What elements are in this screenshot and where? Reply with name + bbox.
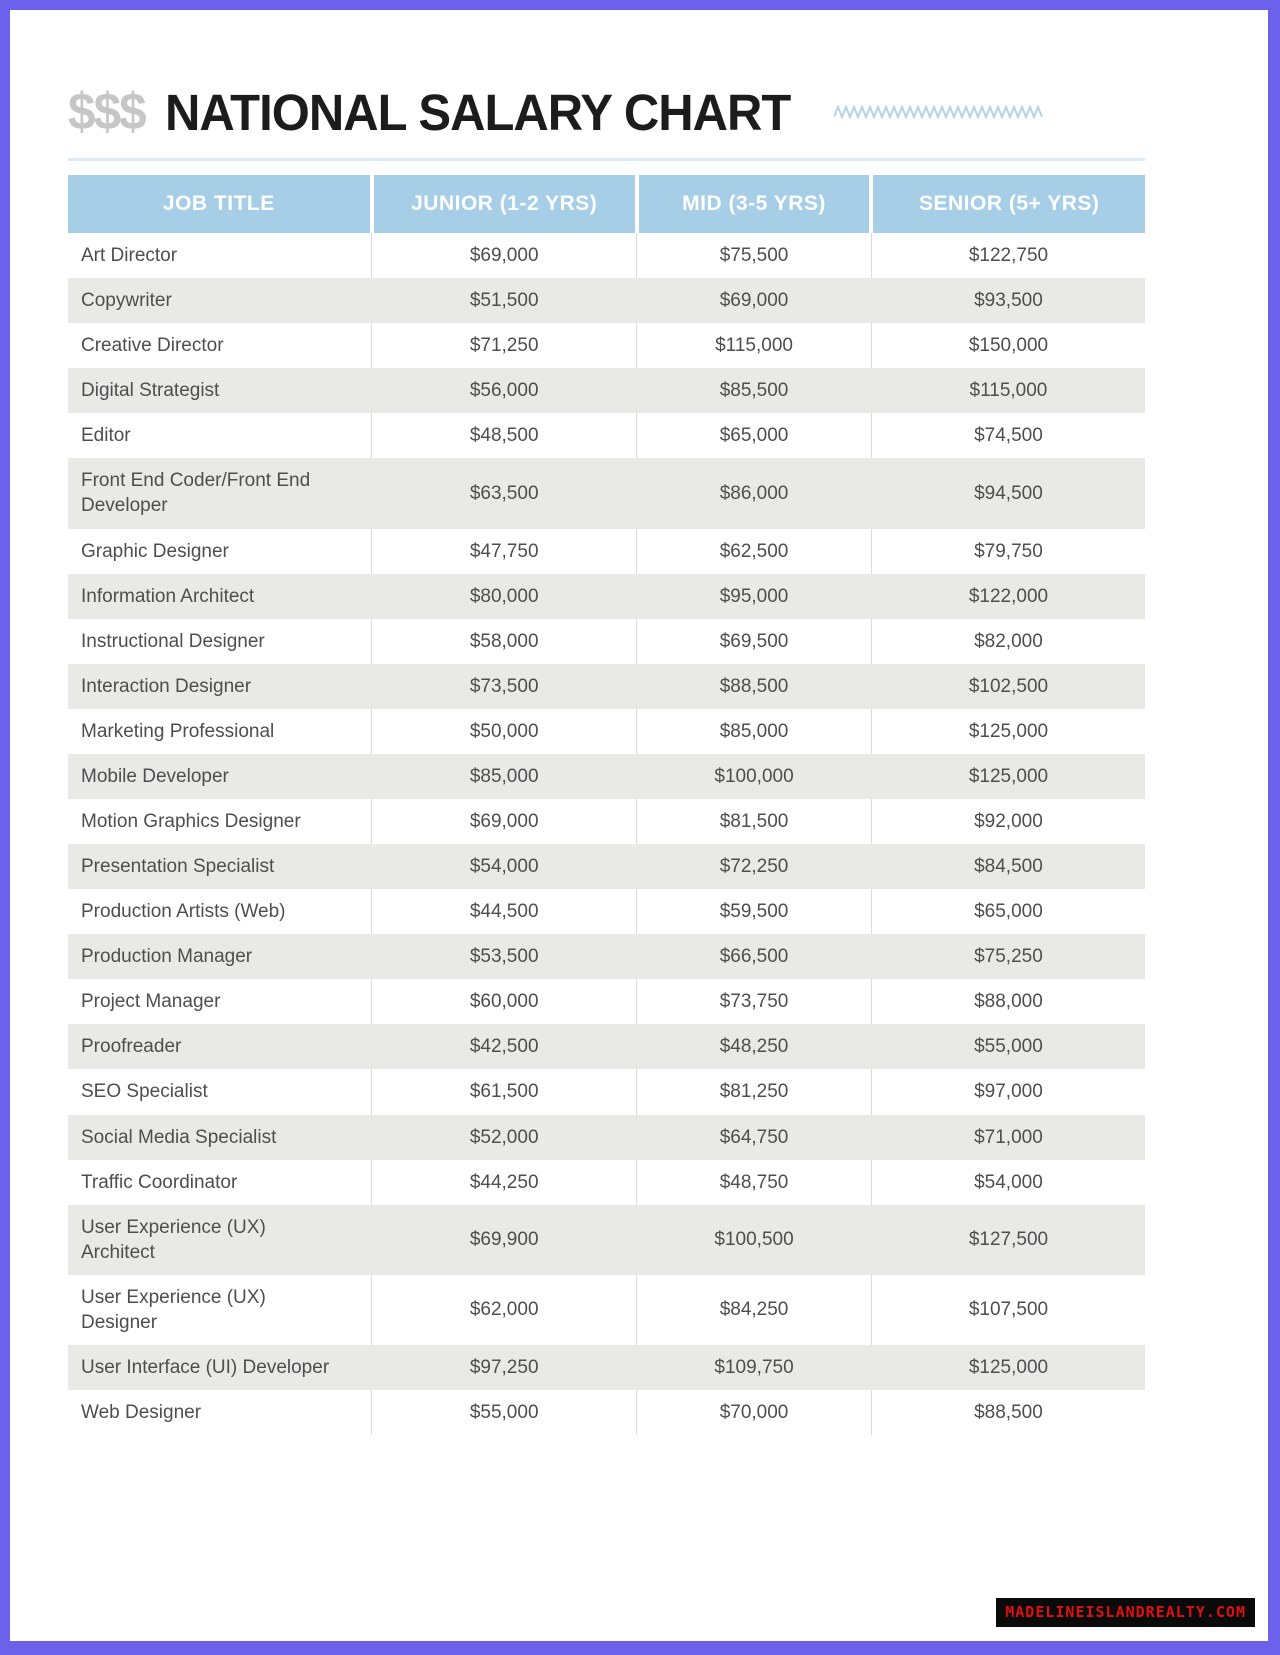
job-title-cell: Motion Graphics Designer [68, 799, 372, 844]
table-row [68, 844, 1145, 889]
table-row [68, 889, 1145, 934]
junior-salary-cell: $69,900 [372, 1205, 637, 1275]
senior-salary-cell: $125,000 [871, 1345, 1145, 1390]
senior-salary-cell: $71,000 [871, 1115, 1145, 1160]
title-block [68, 82, 1148, 142]
job-title-cell: Presentation Specialist [68, 844, 372, 889]
job-title-cell: Editor [68, 413, 372, 458]
senior-salary-cell: $79,750 [871, 529, 1145, 574]
table-row [68, 574, 1145, 619]
junior-salary-cell: $42,500 [372, 1024, 637, 1069]
junior-salary-cell: $53,500 [372, 934, 637, 979]
table-row [68, 1275, 1145, 1345]
table-row [68, 458, 1145, 528]
senior-salary-cell: $125,000 [871, 754, 1145, 799]
mid-salary-cell: $115,000 [637, 323, 872, 368]
mid-salary-cell: $100,500 [637, 1205, 872, 1275]
job-title-cell: Copywriter [68, 278, 372, 323]
header-row [68, 175, 1145, 233]
table-row [68, 1115, 1145, 1160]
junior-salary-cell: $60,000 [372, 979, 637, 1024]
senior-salary-cell: $125,000 [871, 709, 1145, 754]
table-row [68, 368, 1145, 413]
junior-salary-cell: $73,500 [372, 664, 637, 709]
junior-salary-cell: $47,750 [372, 529, 637, 574]
job-title-cell: User Interface (UI) Developer [68, 1345, 372, 1390]
job-title-cell: Art Director [68, 233, 372, 278]
junior-salary-cell: $44,500 [372, 889, 637, 934]
table-row [68, 709, 1145, 754]
job-title-cell: Digital Strategist [68, 368, 372, 413]
job-title-cell: Graphic Designer [68, 529, 372, 574]
senior-salary-cell: $55,000 [871, 1024, 1145, 1069]
mid-salary-cell: $75,500 [637, 233, 872, 278]
mid-salary-cell: $109,750 [637, 1345, 872, 1390]
senior-salary-cell: $92,000 [871, 799, 1145, 844]
junior-salary-cell: $50,000 [372, 709, 637, 754]
mid-salary-cell: $85,000 [637, 709, 872, 754]
junior-salary-cell: $55,000 [372, 1390, 637, 1435]
page-content [10, 10, 1268, 1641]
senior-salary-cell: $84,500 [871, 844, 1145, 889]
accent-line [68, 158, 1145, 161]
job-title-cell: Traffic Coordinator [68, 1160, 372, 1205]
junior-salary-cell: $80,000 [372, 574, 637, 619]
senior-salary-cell: $88,500 [871, 1390, 1145, 1435]
senior-salary-cell: $150,000 [871, 323, 1145, 368]
junior-salary-cell: $63,500 [372, 458, 637, 528]
senior-salary-cell: $93,500 [871, 278, 1145, 323]
mid-salary-cell: $100,000 [637, 754, 872, 799]
junior-salary-cell: $54,000 [372, 844, 637, 889]
senior-salary-cell: $122,750 [871, 233, 1145, 278]
senior-salary-cell: $65,000 [871, 889, 1145, 934]
table-row [68, 413, 1145, 458]
junior-salary-cell: $51,500 [372, 278, 637, 323]
table-row [68, 323, 1145, 368]
senior-salary-cell: $107,500 [871, 1275, 1145, 1345]
table-row [68, 664, 1145, 709]
junior-salary-cell: $56,000 [372, 368, 637, 413]
table-row [68, 278, 1145, 323]
table-row [68, 233, 1145, 278]
junior-salary-cell: $58,000 [372, 619, 637, 664]
senior-salary-cell: $88,000 [871, 979, 1145, 1024]
mid-salary-cell: $86,000 [637, 458, 872, 528]
job-title-cell: Production Artists (Web) [68, 889, 372, 934]
job-title-cell: User Experience (UX) Designer [68, 1275, 372, 1345]
table-row [68, 934, 1145, 979]
table-header [68, 175, 1145, 233]
mid-salary-cell: $81,500 [637, 799, 872, 844]
watermark-badge: MADELINEISLANDREALTY.COM [996, 1598, 1255, 1627]
junior-salary-cell: $52,000 [372, 1115, 637, 1160]
senior-salary-cell: $75,250 [871, 934, 1145, 979]
senior-salary-cell: $97,000 [871, 1069, 1145, 1114]
junior-salary-cell: $85,000 [372, 754, 637, 799]
job-title-cell: Information Architect [68, 574, 372, 619]
mid-salary-cell: $88,500 [637, 664, 872, 709]
senior-salary-cell: $102,500 [871, 664, 1145, 709]
mid-salary-cell: $64,750 [637, 1115, 872, 1160]
job-title-cell: Interaction Designer [68, 664, 372, 709]
mid-salary-cell: $66,500 [637, 934, 872, 979]
senior-salary-cell: $127,500 [871, 1205, 1145, 1275]
job-title-cell: Project Manager [68, 979, 372, 1024]
senior-salary-cell: $74,500 [871, 413, 1145, 458]
senior-salary-cell: $122,000 [871, 574, 1145, 619]
job-title-cell: Web Designer [68, 1390, 372, 1435]
mid-salary-cell: $65,000 [637, 413, 872, 458]
senior-salary-cell: $94,500 [871, 458, 1145, 528]
table-row [68, 619, 1145, 664]
mid-salary-cell: $84,250 [637, 1275, 872, 1345]
table-row [68, 754, 1145, 799]
squiggle-decoration-icon [834, 104, 1046, 120]
job-title-cell: SEO Specialist [68, 1069, 372, 1114]
junior-salary-cell: $71,250 [372, 323, 637, 368]
job-title-cell: Mobile Developer [68, 754, 372, 799]
column-header-mid: MID (3-5 YRS) [637, 175, 872, 233]
senior-salary-cell: $115,000 [871, 368, 1145, 413]
mid-salary-cell: $69,000 [637, 278, 872, 323]
mid-salary-cell: $72,250 [637, 844, 872, 889]
table-body [68, 233, 1145, 1435]
junior-salary-cell: $62,000 [372, 1275, 637, 1345]
junior-salary-cell: $48,500 [372, 413, 637, 458]
senior-salary-cell: $54,000 [871, 1160, 1145, 1205]
mid-salary-cell: $59,500 [637, 889, 872, 934]
table-row [68, 799, 1145, 844]
junior-salary-cell: $69,000 [372, 233, 637, 278]
junior-salary-cell: $61,500 [372, 1069, 637, 1114]
job-title-cell: Creative Director [68, 323, 372, 368]
junior-salary-cell: $69,000 [372, 799, 637, 844]
job-title-cell: Instructional Designer [68, 619, 372, 664]
mid-salary-cell: $70,000 [637, 1390, 872, 1435]
job-title-cell: Social Media Specialist [68, 1115, 372, 1160]
junior-salary-cell: $44,250 [372, 1160, 637, 1205]
table-row [68, 1205, 1145, 1275]
column-header-junior: JUNIOR (1-2 YRS) [372, 175, 637, 233]
mid-salary-cell: $81,250 [637, 1069, 872, 1114]
junior-salary-cell: $97,250 [372, 1345, 637, 1390]
table-row [68, 1345, 1145, 1390]
job-title-cell: Proofreader [68, 1024, 372, 1069]
mid-salary-cell: $73,750 [637, 979, 872, 1024]
table-row [68, 529, 1145, 574]
mid-salary-cell: $69,500 [637, 619, 872, 664]
salary-table [68, 175, 1145, 1435]
table-row [68, 1024, 1145, 1069]
page-title: NATIONAL SALARY CHART [164, 83, 791, 141]
squiggle-path [834, 107, 1042, 117]
dollar-signs-icon: $$$ [68, 83, 145, 141]
mid-salary-cell: $85,500 [637, 368, 872, 413]
senior-salary-cell: $82,000 [871, 619, 1145, 664]
table-row [68, 1390, 1145, 1435]
column-header-job-title: JOB TITLE [68, 175, 372, 233]
job-title-cell: User Experience (UX) Architect [68, 1205, 372, 1275]
job-title-cell: Front End Coder/Front End Developer [68, 458, 372, 528]
column-header-senior: SENIOR (5+ YRS) [871, 175, 1145, 233]
table-row [68, 1069, 1145, 1114]
table-row [68, 979, 1145, 1024]
mid-salary-cell: $48,250 [637, 1024, 872, 1069]
job-title-cell: Production Manager [68, 934, 372, 979]
mid-salary-cell: $48,750 [637, 1160, 872, 1205]
job-title-cell: Marketing Professional [68, 709, 372, 754]
table-row [68, 1160, 1145, 1205]
mid-salary-cell: $95,000 [637, 574, 872, 619]
mid-salary-cell: $62,500 [637, 529, 872, 574]
